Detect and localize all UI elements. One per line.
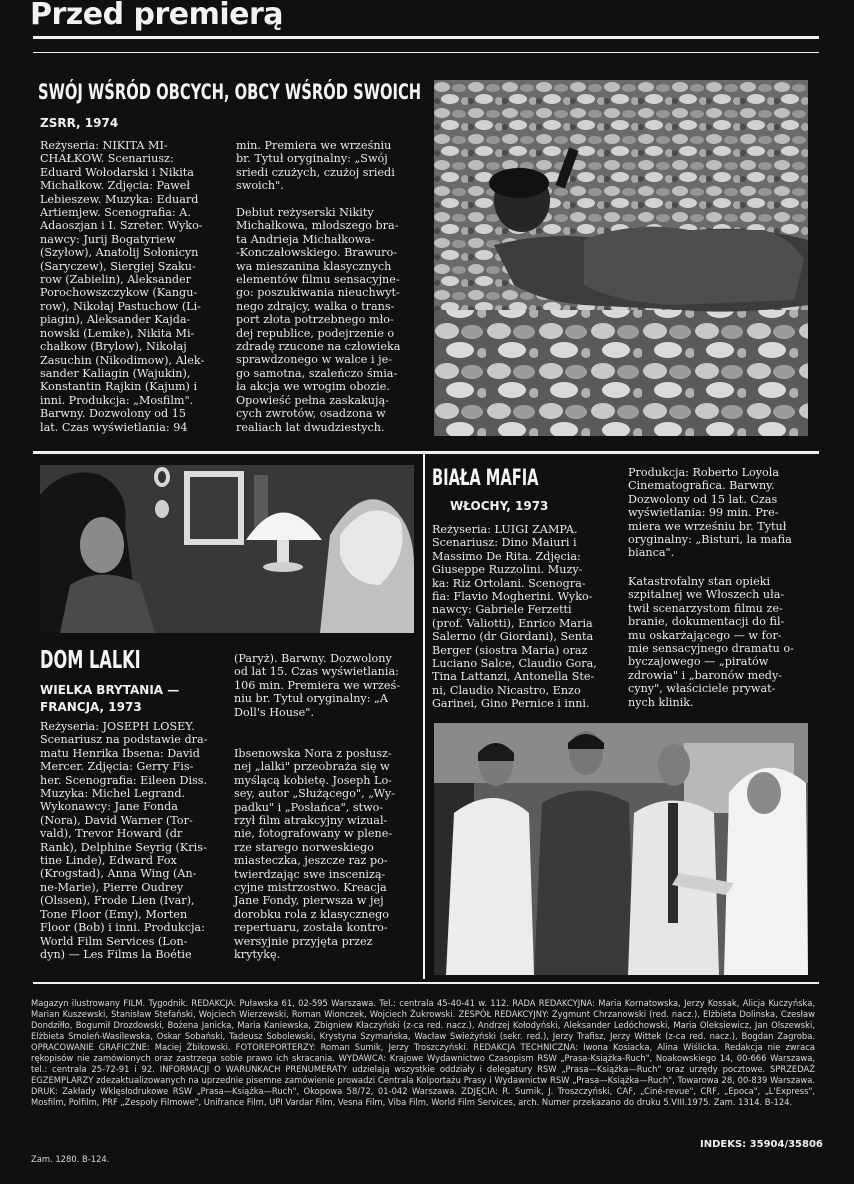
masthead-text: Magazyn ilustrowany FILM. Tygodnik. REDAKCJA: Puławska 61, 02-595 Warszawa. Tel.: centrala 45-40-41 w. 112. RADA REDAKCYJNA: Maria Kornatowska, Jerzy Kossak, Alicja Kuczyńska, Marian Kuszewski, Stanisław Stefański, Wojciech Wierzewski, Roman Wionczek, Wojciech Żukrowski. ZESPÓŁ REDAKCYJNY: Zygmunt Chrzanowski (red. nacz.), Elżbieta Dolinska, Czesław Dondziłło, Bogumił Drozdowski, Bożena Janicka, Maria Kaniewska, Zbigniew Kłaczyński (z-ca red. nacz.), Andrzej Kołodyński, Aleksander Ledóchowski, Maria Oleksiewicz, Jan Olszewski, Elżbieta Smoleń-Wasilewska, Oskar Sobański, Tadeusz Sobolewski, Krystyna Szymańska, Wacław Swieżyński (sekr. red.), Jerzy Trafisz, Jerzy Wittek (z-ca red. nacz.), Bogdan Zagroba. OPRACOWANIE GRAFICZNE: Maciej Żbikowski. FOTOREPORTERZY: Roman Sumik, Jerzy Troszczyński. REDAKCJA TECHNICZNA: Iwona Kosiacka, Alina Wiślicka. Redakcja nie zwraca rękopisów nie zamówionych oraz zastrzega sobie prawo ich skracania. WYDAWCA: Krajowe Wydawnictwo Czasopism RSW „Prasa-Książka-Ruch", Noakowskiego 14, 00-666 Warszawa, tel.: centrala 25-72-91 i 92. INFORMACJI O WARUNKACH PRENUMERATY udzielają wszystkie oddziały i delegatury RSW „Prasa—Książka—Ruch" oraz urzędy pocztowe. SPRZEDAŻ EGZEMPLARZY zdezaktualizowanych na uprzednie pisemne zamówienie prowadzi Centrala Kolportażu Prasy i Wydawnictw RSW „Prasa—Książka—Ruch", Towarowa 28, 00-839 Warszawa. DRUK: Zakłady Wklęsłodrukowe RSW „Prasa—Książka—Ruch", Okopowa 58/72, 01-042 Warszawa. ZDJĘCIA: R. Sumik, J. Troszczyński, CAF, „Ciné-revue", CRF, „Epoca", „L'Express", Mosfilm, Polfilm, PRF „Zespoły Filmowe", Unifrance Film, UPI Vardar Film, Vesna Film, Viba Film, World Film Services, arch. Numer przekazano do druku 5.VIII.1975. Zam. 1314. B-124. [31, 998, 815, 1107]
film2-description: Ibsenowska Nora z posłusz- nej „lalki" przeobraża się w myślącą kobietę. Joseph Lo- sey, autor „Służącego", „Wy- padku" i „Posłańca", stwo- rzył film atrakcyjny wizual- nie, fotografowany w plene- rze starego norweskiego miasteczka, jeszcze raz po- twierdzając swe inscenizą- cyjne mistrzostwo. Kreacja Jane Fondy, pierwsza w jej dorobku rola z klasycznego repertuaru, została kontro- wersyjnie przyjęta przez krytykę. [234, 747, 395, 962]
film3-still-photo [434, 723, 808, 975]
film3-credits: Reżyseria: LUIGI ZAMPA. Scenariusz: Dino Maiuri i Massimo De Rita. Zdjęcia: Giuseppe Ruzzolini. Muzy- ka: Riz Ortolani. Scenogra- fia: Flavio Mogherini. Wyko- nawcy: Gabriele Ferzetti (prof. Valiotti), Enrico Maria Salerno (dr Giordani), Senta Berger (siostra Maria) oraz Luciano Salce, Claudio Gora, Tina Lattanzi, Antonella Ste- ni, Claudio Nicastro, Enzo Garinei, Gino Pernice i inni. [432, 523, 597, 711]
film2-country: WIELKA BRYTANIA — FRANCJA, 1973 [40, 683, 180, 714]
film3-title: BIAŁA MAFIA [432, 466, 539, 491]
film1-title: SWÓJ WŚRÓD OBCYCH, OBCY WŚRÓD SWOICH [38, 80, 422, 104]
middle-rule [33, 451, 819, 454]
column-rule [423, 454, 425, 979]
film3-country: WŁOCHY, 1973 [450, 499, 549, 513]
bottom-rule [33, 982, 819, 984]
order-number: Zam. 1280. B-124. [31, 1154, 110, 1164]
film3-credits-cont: Produkcja: Roberto Loyola Cinematografica. Barwny. Dozwolony od 15 lat. Czas wyświetlania: 99 min. Pre- miera we wrześniu br. Tytuł oryginalny: „Bisturi, la mafia bianca". [628, 466, 792, 560]
section-banner: Przed premierą [30, 0, 284, 32]
film3-description: Katastrofalny stan opieki szpitalnej we Włoszech uła- twił scenarzystom filmu ze- branie, dokumentacji do fil- mu oskarżającego — w for- mie sensacyjnego dramatu o- byczajowego — „piratów zdrowia" i „baronów medy- cyny", właściciele prywat- nych klinik. [628, 575, 794, 709]
film2-credits-cont: (Paryż). Barwny. Dozwolony od lat 15. Czas wyświetlania: 106 min. Premiera we wrześ- niu br. Tytuł oryginalny: „A Doll's House". [234, 652, 401, 719]
film1-still-photo [434, 80, 808, 436]
index-number: INDEKS: 35904/35806 [700, 1139, 823, 1150]
top-rule-thin [33, 52, 819, 53]
film1-credits-cont: min. Premiera we wrześniu br. Tytuł oryginalny: „Swój sriedi czużych, czużoj sriedi swoich". [236, 139, 395, 193]
film1-description: Debiut reżyserski Nikity Michałkowa, młodszego bra- ta Andrieja Michałkowa- -Konczałowskiego. Brawuro- wa mieszanina klasycznych elementów filmu sensacyjne- go: poszukiwania nieuchwyt- nego zdrajcy, walka o trans- port złota potrzebnego mło- dej republice, podejrzenie o zdradę rzucone na człowieka sprawdzonego w walce i je- go samotna, szaleńczo śmia- ła akcja we wrogim obozie. Opowieść pełna zaskakują- cych zwrotów, osadzona w realiach lat dwudziestych. [236, 206, 401, 434]
film1-credits: Reżyseria: NIKITA MI- CHAŁKOW. Scenariusz: Eduard Wołodarski i Nikita Michałkow. Zdjęcia: Paweł Lebieszew. Muzyka: Eduard Artiemjew. Scenografia: A. Adaoszjan i I. Szreter. Wyko- nawcy: Jurij Bogatyriew (Szyłow), Anatolij Sołonicyn (Saryczew), Siergiej Szaku- row (Zabielin), Aleksander Porochowszczykow (Kangu- row), Nikołaj Pastuchow (Li- piagin), Aleksander Kajda- nowski (Lemke), Nikita Mi- chałkow (Brylow), Nikołaj Zasuchin (Nikodimow), Alek- sander Kaliagin (Wajukin), Konstantin Rajkin (Kajum) i inni. Produkcja: „Mosfilm". Barwny. Dozwolony od 15 lat. Czas wyświetlania: 94 [40, 139, 205, 434]
film1-country: ZSRR, 1974 [40, 116, 119, 130]
film2-title: DOM LALKI [40, 645, 141, 674]
film2-still-photo [40, 465, 414, 633]
film2-credits: Reżyseria: JOSEPH LOSEY. Scenariusz na podstawie dra- matu Henrika Ibsena: David Mercer. Zdjęcia: Gerry Fis- her. Scenografia: Eileen Diss. Muzyka: Michel Legrand. Wykonawcy: Jane Fonda (Nora), David Warner (Tor- vald), Trevor Howard (dr Rank), Delphine Seyrig (Kris- tine Linde), Edward Fox (Krogstad), Anna Wing (An- ne-Marie), Pierre Oudrey (Olssen), Frode Lien (Ivar), Tone Floor (Emy), Morten Floor (Bob) i inni. Produkcja: World Film Services (Lon- dyn) — Les Films la Boétie [40, 720, 208, 961]
top-rule [33, 36, 819, 39]
